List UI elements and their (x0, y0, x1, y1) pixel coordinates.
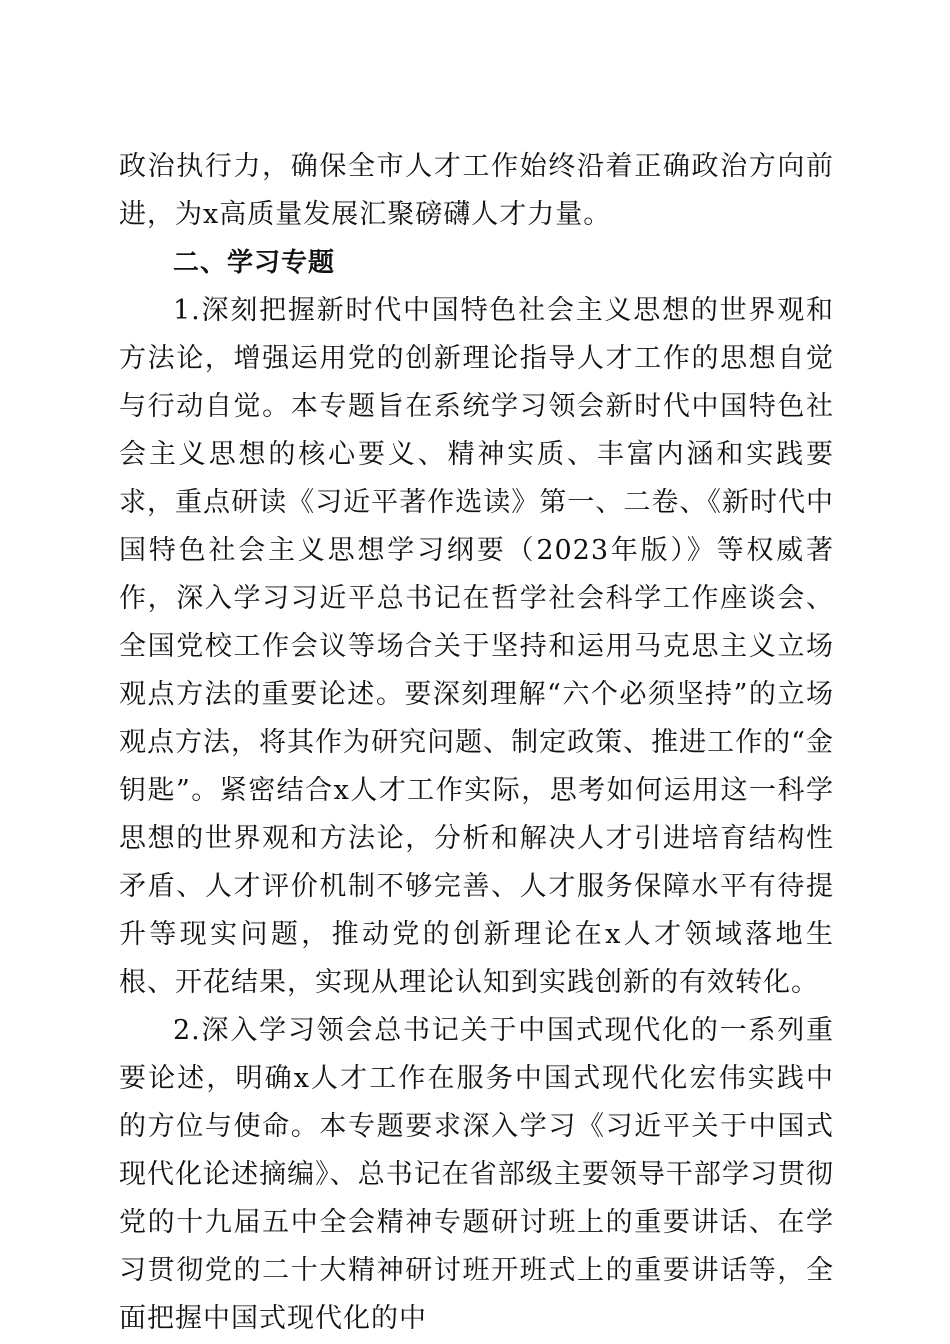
topic-1-paragraph: 1.深刻把握新时代中国特色社会主义思想的世界观和方法论，增强运用党的创新理论指导人才工作的思想自觉与行动自觉。本专题旨在系统学习领会新时代中国特色社会主义思想的核心要义、精神实质、丰富内涵和实践要求，重点研读《习近平著作选读》第一、二卷、《新时代中国特色社会主义思想学习纲要（2023年版）》等权威著作，深入学习习近平总书记在哲学社会科学工作座谈会、全国党校工作会议等场合关于坚持和运用马克思主义立场观点方法的重要论述。要深刻理解“六个必须坚持”的立场观点方法，将其作为研究问题、制定政策、推进工作的“金钥匙”。紧密结合x人才工作实际，思考如何运用这一科学思想的世界观和方法论，分析和解决人才引进培育结构性矛盾、人才评价机制不够完善、人才服务保障水平有待提升等现实问题，推动党的创新理论在x人才领域落地生根、开花结果，实现从理论认知到实践创新的有效转化。 (119, 295, 834, 998)
document-body (119, 143, 834, 1343)
topic-2-paragraph: 2.深入学习领会总书记关于中国式现代化的一系列重要论述，明确x人才工作在服务中国式现代化宏伟实践中的方位与使命。本专题要求深入学习《习近平关于中国式现代化论述摘编》、总书记在省部级主要领导干部学习贯彻党的十九届五中全会精神专题研讨班上的重要讲话、在学习贯彻党的二十大精神研讨班开班式上的重要讲话等，全面把握中国式现代化的中 (119, 1015, 834, 1334)
section-heading: 二、学习专题 (173, 248, 336, 278)
continuation-paragraph: 政治执行力，确保全市人才工作始终沿着正确政治方向前进，为x高质量发展汇聚磅礴人才力量。 (119, 151, 834, 230)
